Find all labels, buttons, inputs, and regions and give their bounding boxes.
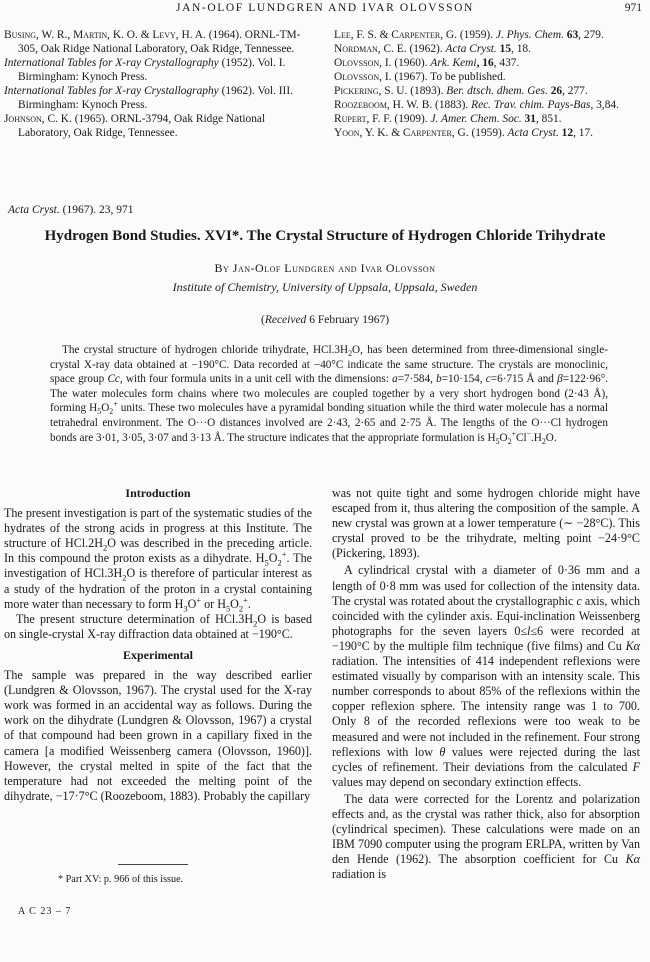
references-right-column [334,28,642,140]
article-title: Hydrogen Bond Studies. XVI*. The Crystal Structure of Hydrogen Chloride Trihydrate [44,228,606,244]
body-left-column: Introduction The present investigation is part of the systematic studies of the hydrates of the strong acids in progress at this Institute. The structure of $HCl.2H_2O$ was described in the preceding article. In this compound the proton exists as a dihydrate. $H_5O_2^+$. The investigation of $HCl.3H_2O$ is therefore of particular interest as a study of the hydration of the proton in a crystal containing more water than necessary to form $H_3O^+$ or $H_5O_2^+$. The present structure determination of $HCl.3H_2O$ is based on single-crystal X-ray diffraction data obtained at −190°C. Experimental The sample was prepared in the way described earlier (Lundgren & Olovsson, 1967). The crystal used for the X-ray work was formed in an accidental way as follows. During the work on the dihydrate (Lundgren & Olovsson, 1967) a crystal of that compound had been grown in a capillary fixed in the camera [a modified Weissenberg camera (Olovsson, 1960)]. However, the crystal melted in spite of the fact that the temperature had not exceeded the melting point of the dihydrate, −17·7°C (Roozeboom, 1883). Probably the capillary [4,486,313,803]
received-date: (Received 6 February 1967) [260,314,390,326]
body-right-column: was not quite tight and some hydrogen chloride might have escaped from it, thus altering the composition of the sample. A new crystal was grown at a lower temperature (∼ −28°C). This crystal proved to be the trihydrate, melting point −24·9°C (Pickering, 1893). A cylindrical crystal with a diameter of 0·36 mm and a length of 0·8 mm was used for collection of the intensity data. The crystal was rotated about the crystallographic c axis, which coincided with the cylinder axis. Equi-inclination Weissenberg photographs for the seven layers 0≤l≤6 were recorded at −190°C by the multiple film technique (five films) and Cu Kα radiation. The intensities of 414 independent reflexions were estimated visually by comparison with an intensity scale. This number corresponds to about 85% of the reflexions within the copper reflexion sphere. The intensity range was 1 to 700. Only 8 of the recorded reflexions were too weak to be measured and were not included in the refinement. Four strong reflexions with low θ values were rejected during the last cycles of refinement. Their deviations from the calculated F values may depend on secondary extinction effects. The data were corrected for the Lorentz and polarization effects and, as the crystal was rather thick, also for absorption (cylindrical specimen). These calculations were made on an IBM 7090 computer using the program ERLPA, written by Van den Hende (1962). The absorption coefficient for Cu Kα radiation is [332,486,641,882]
reference-entry: Yoon, Y. K. & Carpenter, G. (1959). Acta Cryst. 12, 17. [334,127,593,139]
reference-entry: International Tables for X-ray Crystallography (1952). Vol. I. Birmingham: Kynoch Press. [4,57,286,83]
reference-entry: Lee, F. S. & Carpenter, G. (1959). J. Phys. Chem. 63, 279. [334,29,604,41]
reference-entry: Nordman, C. E. (1962). Acta Cryst. 15, 18. [334,43,531,55]
page-number: 971 [624,2,642,14]
footnote: * Part XV: p. 966 of this issue. [58,874,184,885]
reference-entry: Rupert, F. F. (1909). J. Amer. Chem. Soc. 31, 851. [334,113,562,125]
section-heading-experimental: Experimental [123,647,193,662]
reference-entry: Busing, W. R., Martin, K. O. & Levy, H. A. (1964). ORNL-TM-305, Oak Ridge National Laboratory, Oak Ridge, Tennessee. [4,29,301,55]
author-affiliation: Institute of Chemistry, University of Uppsala, Uppsala, Sweden [172,280,478,294]
reference-entry: Olovsson, I. (1960). Ark. Kemi, 16, 437. [334,57,520,69]
abstract: The crystal structure of hydrogen chloride trihydrate, $HCl.3H_2O$, has been determined from three-dimensional single-crystal X-ray data obtained at −190°C. Data recorded at −40°C indicate the same structure. The crystals are monoclinic, space group Cc, with four formula units in a unit cell with the dimensions: a=7·584, b=10·154, c=6·715 Å and β=122·96°. The water molecules form chains where two molecules are coupled together by a very short hydrogen bond (2·43 Å), forming $H_5O_2^+$ units. These two molecules have a pyramidal bonding situation while the third water molecule has a normal tetrahedral environment. The O···O distances involved are 2·43, 2·65 and 2·75 Å. The lengths of the O···Cl hydrogen bonds are 3·01, 3·05, 3·07 and 3·13 Å. The structure indicates that the appropriate formulation is $H_5O_2^+Cl^-.H_2O$. [50,344,609,446]
section-heading-introduction: Introduction [125,486,191,500]
footnote-rule [118,864,188,865]
reference-entry: Pickering, S. U. (1893). Ber. dtsch. dhem. Ges. 26, 277. [334,85,588,97]
article-authors: By Jan-Olof Lundgren and Ivar Olovsson [214,261,436,275]
reference-entry: Johnson, C. K. (1965). ORNL-3794, Oak Ridge National Laboratory, Oak Ridge, Tennessee. [4,113,266,139]
journal-citation: Acta Cryst. (1967). 23, 971 [8,204,134,216]
reference-entry: Roozeboom, H. W. B. (1883). Rec. Trav. chim. Pays-Bas, 3,84. [334,99,619,111]
reference-entry: Olovsson, I. (1967). To be published. [334,71,506,83]
references-left-column [4,28,312,140]
footer-code: A C 23 – 7 [18,906,72,917]
reference-entry: International Tables for X-ray Crystallography (1962). Vol. III. Birmingham: Kynoch Press. [4,85,293,111]
page-header [0,2,650,18]
running-title: JAN-OLOF LUNDGREN AND IVAR OLOVSSON [176,2,474,14]
